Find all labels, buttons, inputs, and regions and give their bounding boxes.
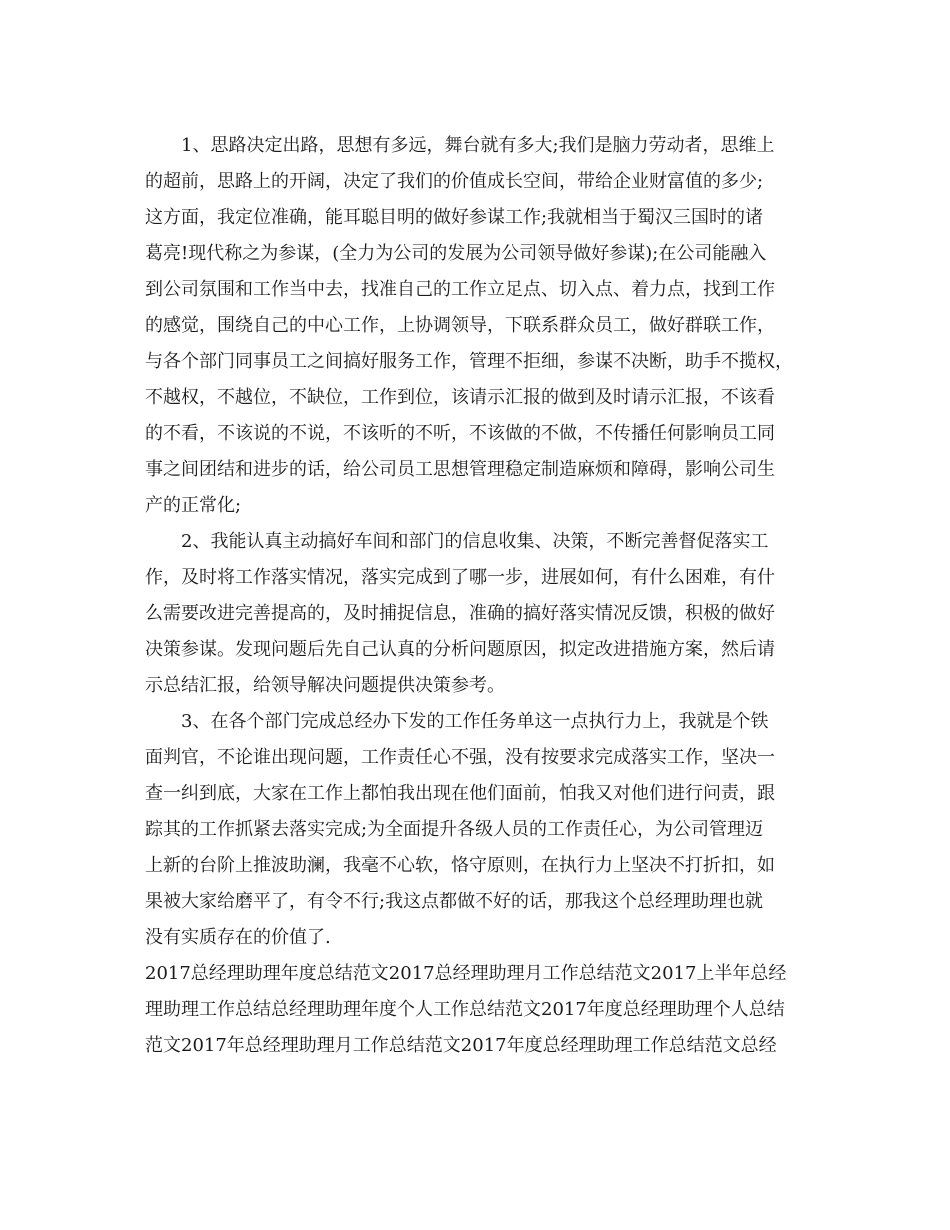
paragraph-line: 果被大家给磨平了，有令不行;我这点都做不好的话，那我这个总经理助理也就 bbox=[145, 891, 764, 912]
related-articles-line: 范文2017年总经理助理月工作总结范文2017年度总经理助理工作总结范文总经 bbox=[145, 1035, 777, 1056]
paragraph-line: 到公司氛围和工作当中去，找准自己的工作立足点、切入点、着力点，找到工作 bbox=[145, 279, 775, 300]
paragraph-line: 示总结汇报，给领导解决问题提供决策参考。 bbox=[145, 675, 505, 696]
paragraph-2 bbox=[145, 524, 807, 704]
paragraph-line: 查一纠到底，大家在工作上都怕我出现在他们面前，怕我又对他们进行问责，跟 bbox=[145, 783, 775, 804]
paragraph-line: 3、在各个部门完成总经办下发的工作任务单这一点执行力上，我就是个铁 bbox=[181, 711, 769, 732]
paragraph-line: 的超前，思路上的开阔，决定了我们的价值成长空间，带给企业财富值的多少; bbox=[145, 171, 764, 192]
related-articles bbox=[145, 956, 807, 1064]
paragraph-line: 决策参谋。发现问题后先自己认真的分析问题原因，拟定改进措施方案，然后请 bbox=[145, 639, 775, 660]
paragraph-line: 的不看，不该说的不说，不该听的不听，不该做的不做，不传播任何影响员工同 bbox=[145, 423, 775, 444]
paragraph-line: 不越权，不越位，不缺位，工作到位，该请示汇报的做到及时请示汇报，不该看 bbox=[145, 387, 775, 408]
paragraph-line: 2、我能认真主动搞好车间和部门的信息收集、决策，不断完善督促落实工 bbox=[181, 531, 769, 552]
paragraph-line: 上新的台阶上推波助澜，我毫不心软，恪守原则，在执行力上坚决不打折扣，如 bbox=[145, 855, 775, 876]
paragraph-3 bbox=[145, 704, 807, 956]
paragraph-line: 么需要改进完善提高的，及时捕捉信息，准确的搞好落实情况反馈，积极的做好 bbox=[145, 603, 775, 624]
paragraph-line: 的感觉，围绕自己的中心工作，上协调领导，下联系群众员工，做好群联工作， bbox=[145, 315, 775, 336]
paragraph-line: 葛亮!现代称之为参谋，(全力为公司的发展为公司领导做好参谋);在公司能融入 bbox=[145, 243, 767, 264]
paragraph-line: 作，及时将工作落实情况，落实完成到了哪一步，进展如何，有什么困难，有什 bbox=[145, 567, 775, 588]
paragraph-line: 这方面，我定位准确，能耳聪目明的做好参谋工作;我就相当于蜀汉三国时的诸 bbox=[145, 207, 764, 228]
paragraph-line: 产的正常化; bbox=[145, 495, 242, 516]
paragraph-line: 面判官，不论谁出现问题，工作责任心不强，没有按要求完成落实工作，坚决一 bbox=[145, 747, 775, 768]
paragraph-line: 1、思路决定出路，思想有多远，舞台就有多大;我们是脑力劳动者，思维上 bbox=[181, 135, 775, 156]
paragraph-1 bbox=[145, 128, 807, 524]
paragraph-line: 与各个部门同事员工之间搞好服务工作，管理不拒细，参谋不决断，助手不揽权， bbox=[145, 351, 793, 372]
related-articles-line: 2017总经理助理年度总结范文2017总经理助理月工作总结范文2017上半年总经 bbox=[145, 963, 787, 984]
related-articles-line: 理助理工作总结总经理助理年度个人工作总结范文2017年度总经理助理个人总结 bbox=[145, 999, 785, 1020]
document-body bbox=[145, 128, 807, 1064]
paragraph-line: 没有实质存在的价值了. bbox=[145, 927, 331, 948]
paragraph-line: 事之间团结和进步的话，给公司员工思想管理稳定制造麻烦和障碍，影响公司生 bbox=[145, 459, 775, 480]
paragraph-line: 踪其的工作抓紧去落实完成;为全面提升各级人员的工作责任心，为公司管理迈 bbox=[145, 819, 764, 840]
